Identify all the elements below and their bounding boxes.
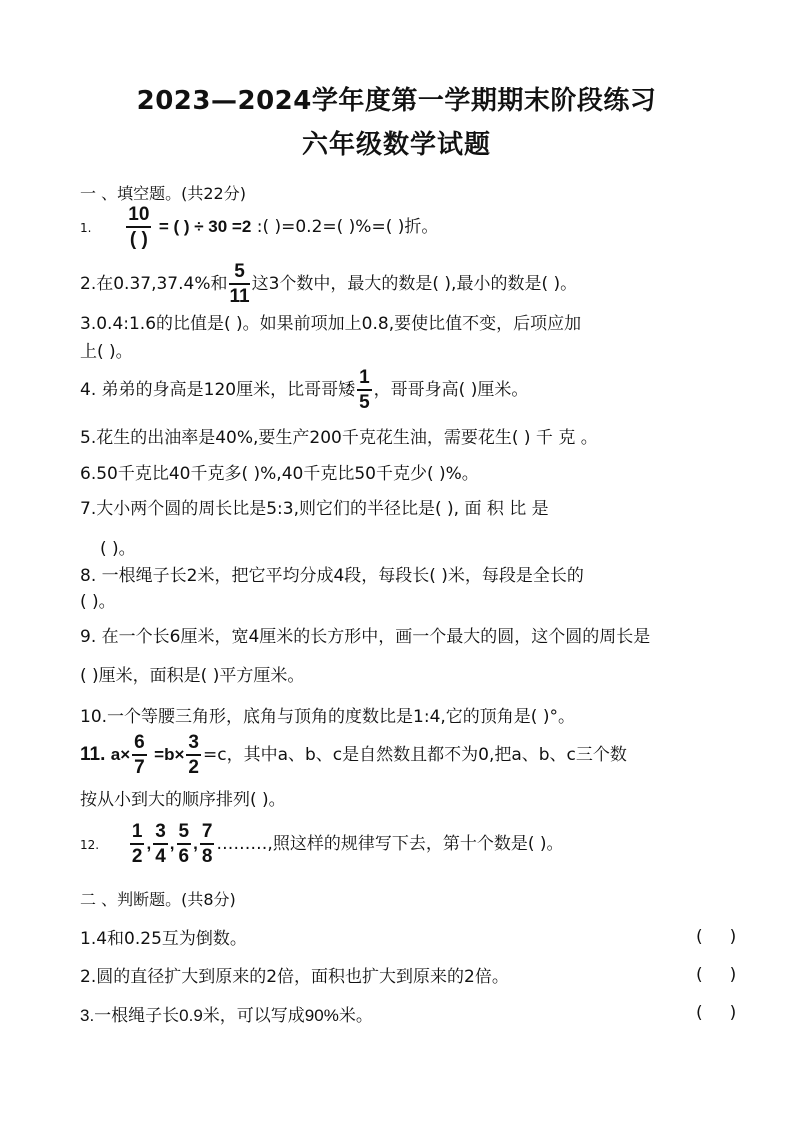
question-4 (80, 368, 528, 412)
judge-item-2: 2.圆的直径扩大到原来的2倍，面积也扩大到原来的2倍。 (80, 967, 509, 987)
question-2-fraction (229, 262, 249, 306)
question-11-a: a× (110, 745, 131, 764)
question-1 (80, 205, 438, 249)
answer-bracket[interactable]: ( ) (696, 927, 737, 947)
fraction-numerator: 5 (229, 262, 249, 285)
question-11-fraction-1 (132, 733, 147, 777)
fraction-numerator: 1 (357, 368, 372, 391)
question-6: 6.50千克比40千克多( )%,40千克比50千克少( )%。 (80, 464, 479, 484)
exam-subtitle: 六年级数学试题 (301, 130, 491, 160)
question-12-number: 12. (80, 838, 100, 852)
fraction-denominator: 4 (155, 846, 166, 867)
fraction-numerator: 5 (177, 822, 192, 845)
question-5: 5.花生的出油率是40%,要生产200千克花生油，需要花生( ) 千 克 。 (80, 428, 598, 448)
question-3-line2: 上( )。 (80, 342, 133, 362)
question-11-suffix: =c，其中a、b、c是自然数且都不为0,把a、b、c三个数 (202, 745, 627, 765)
fraction-denominator: 2 (131, 846, 143, 867)
question-7-line1: 7.大小两个圆的周长比是5:3,则它们的半径比是( ), 面 积 比 是 (80, 499, 549, 519)
question-12-fraction (200, 822, 215, 866)
fraction-denominator: 6 (178, 846, 190, 867)
question-11-fraction-2 (186, 733, 201, 777)
answer-bracket[interactable]: ( ) (696, 965, 737, 985)
fraction-numerator: 10 (126, 205, 151, 228)
question-8-line2: ( )。 (80, 592, 116, 612)
fraction-numerator: 3 (186, 733, 201, 756)
fraction-denominator: 2 (188, 757, 199, 778)
section2-heading: 二 、判断题。(共8分) (80, 890, 236, 909)
fraction-denominator: 8 (201, 846, 213, 867)
question-3-line1: 3.0.4:1.6的比值是( )。如果前项加上0.8,要使比值不变，后项应加 (80, 314, 582, 334)
question-1-number: 1. (80, 221, 92, 235)
question-12: 12. $\frac{1}{2}$ , $\frac{3}{4}$ , $\frac{5}{6}$ , $\frac{7}{8}$ ………,照这样的规律写下去，第十个数是( )。 (80, 821, 564, 867)
question-4-suffix: ，哥哥身高( )厘米。 (373, 380, 529, 400)
question-11-line2: 按从小到大的顺序排列( )。 (80, 790, 286, 810)
question-1-equation: = ( ) ÷ 30 =2 (158, 217, 252, 236)
question-12-suffix: ………,照这样的规律写下去，第十个数是( )。 (216, 834, 564, 854)
question-12-fraction (130, 822, 145, 866)
question-2-prefix: 2.在0.37,37.4%和 (80, 274, 228, 294)
question-8-line1: 8. 一根绳子长2米，把它平均分成4段，每段长( )米，每段是全长的 (80, 566, 584, 586)
fraction-denominator: 11 (229, 286, 250, 307)
question-1-ratio: :( )=0.2=( )%=( )折。 (256, 217, 439, 237)
fraction-denominator: 5 (359, 392, 370, 413)
question-11-number: 11. (80, 744, 106, 765)
question-2 (80, 262, 577, 306)
question-12-fraction (153, 822, 168, 866)
question-7-line2: ( )。 (100, 539, 136, 559)
question-9-line1: 9. 在一个长6厘米，宽4厘米的长方形中，画一个最大的圆，这个圆的周长是 (80, 627, 651, 647)
question-4-prefix: 4. 弟弟的身高是120厘米，比哥哥矮 (80, 380, 356, 400)
fraction-numerator: 7 (200, 822, 215, 845)
fraction-numerator: 6 (132, 733, 147, 756)
judge-item-3: 3.一根绳子长0.9米，可以写成90%米。 (80, 1006, 373, 1025)
question-9-line2: ( )厘米，面积是( )平方厘米。 (80, 666, 305, 686)
judge-item-1: 1.4和0.25互为倒数。 (80, 929, 247, 949)
section1-heading: 一 、填空题。(共22分) (80, 184, 246, 203)
question-11 (80, 733, 627, 777)
question-2-suffix: 这3个数中，最大的数是( ),最小的数是( )。 (251, 274, 578, 294)
exam-title: 2023—2024学年度第一学期期末阶段练习 (136, 86, 657, 116)
question-10: 10.一个等腰三角形，底角与顶角的度数比是1:4,它的顶角是( )°。 (80, 707, 575, 727)
fraction-denominator: 7 (134, 757, 145, 778)
fraction-numerator: 3 (153, 822, 168, 845)
fraction-numerator: 1 (130, 822, 145, 845)
question-11-b: =b× (154, 745, 185, 764)
question-1-fraction (126, 205, 151, 249)
answer-bracket[interactable]: ( ) (696, 1003, 737, 1023)
fraction-denominator: ( ) (129, 229, 148, 250)
question-12-fraction (177, 822, 192, 866)
question-4-fraction (357, 368, 372, 412)
